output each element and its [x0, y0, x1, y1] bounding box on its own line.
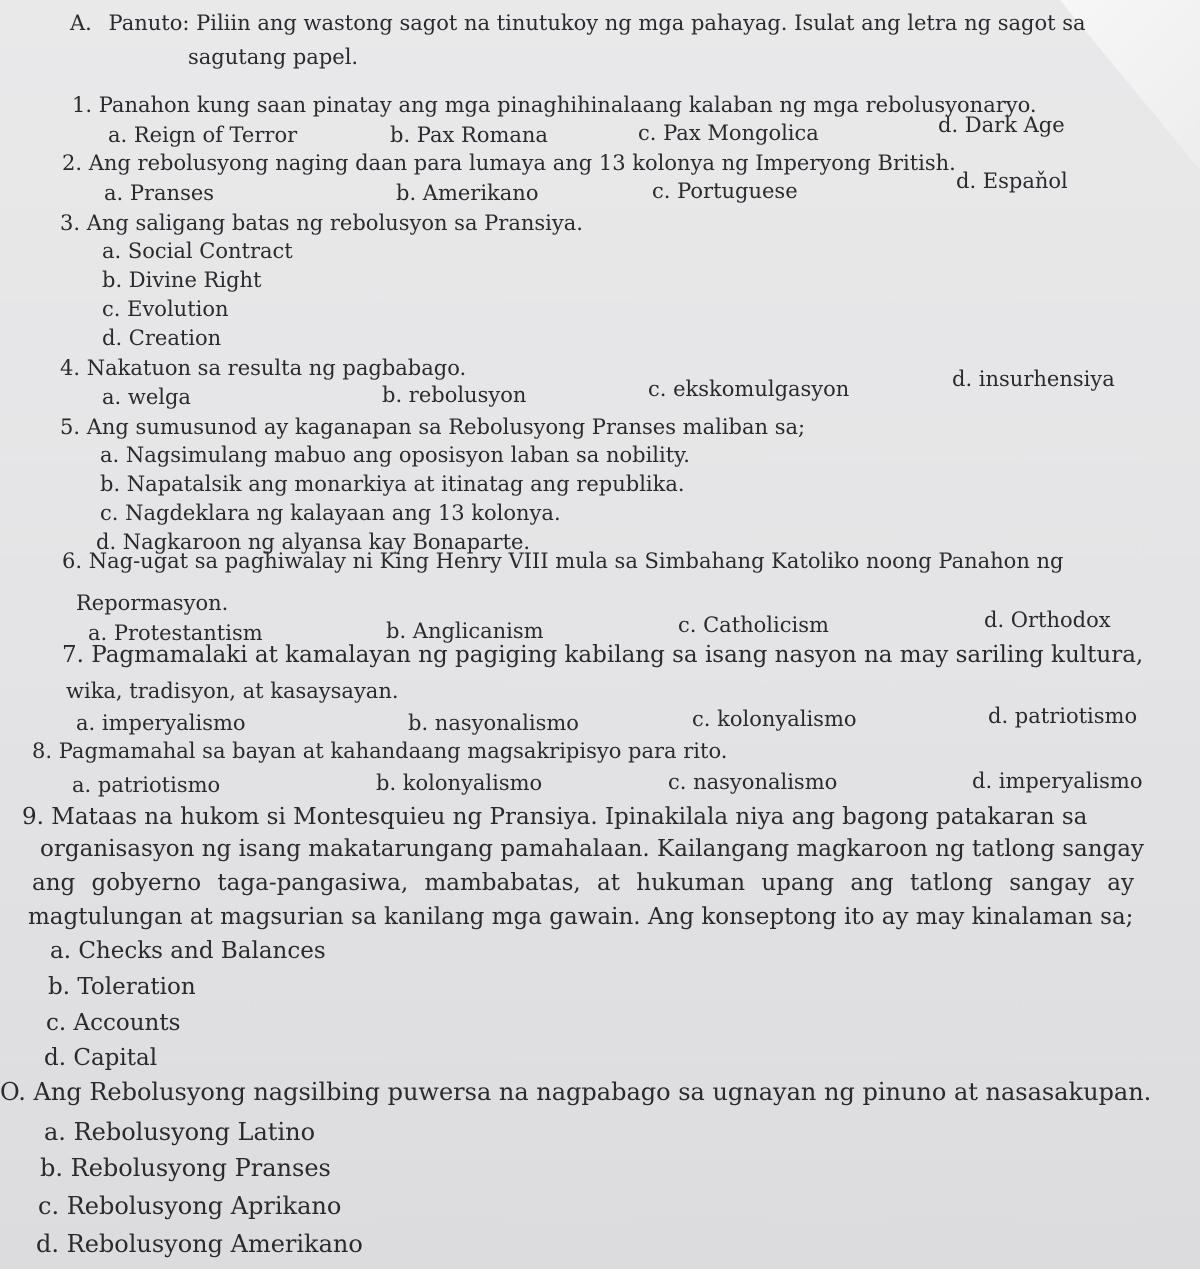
choice-5c[interactable]: c. Nagdeklara ng kalayaan ang 13 kolonya.: [100, 501, 561, 525]
question-9-line-3: ang gobyerno taga-pangasiwa, mambabatas, at hukuman upang ang tatlong sangay ay: [32, 870, 1134, 896]
choice-6c[interactable]: c. Catholicism: [678, 613, 829, 637]
choice-2b[interactable]: b. Amerikano: [396, 181, 539, 205]
choice-1d[interactable]: d. Dark Age: [938, 113, 1065, 137]
choice-7b[interactable]: b. nasyonalismo: [408, 711, 579, 735]
choice-9c[interactable]: c. Accounts: [46, 1010, 181, 1036]
choice-8c[interactable]: c. nasyonalismo: [668, 770, 838, 794]
choice-2a[interactable]: a. Pranses: [104, 181, 215, 205]
instructions-line-1: [70, 10, 1086, 36]
choice-3d[interactable]: d. Creation: [102, 326, 222, 350]
question-9-line-4: magtulungan at magsurian sa kanilang mga gawain. Ang konseptong ito ay may kinalaman sa;: [28, 904, 1134, 930]
choice-6b[interactable]: b. Anglicanism: [386, 619, 544, 643]
question-6-cont: Repormasyon.: [76, 591, 229, 615]
section-label: A.: [70, 11, 92, 35]
choice-8b[interactable]: b. kolonyalismo: [376, 771, 543, 795]
choice-9a[interactable]: a. Checks and Balances: [50, 938, 326, 964]
choice-8a[interactable]: a. patriotismo: [72, 773, 221, 797]
choice-1c[interactable]: c. Pax Mongolica: [638, 121, 819, 145]
choice-2c[interactable]: c. Portuguese: [652, 179, 798, 203]
instructions-text: Panuto: Piliin ang wastong sagot na tinutukoy ng mga pahayag. Isulat ang letra ng sagot sa: [108, 11, 1086, 35]
choice-6d[interactable]: d. Orthodox: [984, 608, 1111, 632]
choice-3a[interactable]: a. Social Contract: [102, 239, 293, 263]
choice-8d[interactable]: d. imperyalismo: [972, 769, 1143, 793]
question-4: 4. Nakatuon sa resulta ng pagbabago.: [60, 356, 467, 380]
question-1: 1. Panahon kung saan pinatay ang mga pinaghihinalaang kalaban ng mga rebolusyonaryo.: [72, 93, 1037, 117]
choice-7a[interactable]: a. imperyalismo: [76, 711, 246, 735]
choice-5a[interactable]: a. Nagsimulang mabuo ang oposisyon laban sa nobility.: [100, 443, 690, 467]
choice-2d[interactable]: d. Espaňol: [956, 169, 1068, 193]
choice-10d[interactable]: d. Rebolusyong Amerikano: [36, 1230, 363, 1258]
choice-10c[interactable]: c. Rebolusyong Aprikano: [38, 1192, 342, 1220]
question-9-line-2: organisasyon ng isang makatarungang pamahalaan. Kailangang magkaroon ng tatlong sangay: [40, 836, 1144, 862]
choice-3b[interactable]: b. Divine Right: [102, 268, 262, 292]
question-6: 6. Nag-ugat sa paghiwalay ni King Henry VIII mula sa Simbahang Katoliko noong Panahon ng: [62, 549, 1064, 573]
choice-7d[interactable]: d. patriotismo: [988, 704, 1138, 728]
choice-5d[interactable]: d. Nagkaroon ng alyansa kay Bonaparte.: [96, 530, 531, 554]
question-7-cont: wika, tradisyon, at kasaysayan.: [66, 679, 399, 703]
choice-1b[interactable]: b. Pax Romana: [390, 123, 548, 147]
choice-4b[interactable]: b. rebolusyon: [382, 383, 527, 407]
question-10: O. Ang Rebolusyong nagsilbing puwersa na nagpabago sa ugnayan ng pinuno at nasasakupan.: [0, 1078, 1152, 1106]
question-3: 3. Ang saligang batas ng rebolusyon sa Pransiya.: [60, 211, 583, 235]
question-8: 8. Pagmamahal sa bayan at kahandaang magsakripisyo para rito.: [32, 739, 728, 763]
choice-4a[interactable]: a. welga: [102, 385, 191, 409]
question-5: 5. Ang sumusunod ay kaganapan sa Rebolusyong Pranses maliban sa;: [60, 415, 806, 439]
choice-4d[interactable]: d. insurhensiya: [952, 367, 1115, 391]
choice-5b[interactable]: b. Napatalsik ang monarkiya at itinatag ang republika.: [100, 472, 685, 496]
choice-10b[interactable]: b. Rebolusyong Pranses: [40, 1154, 331, 1182]
choice-7c[interactable]: c. kolonyalismo: [692, 707, 857, 731]
choice-4c[interactable]: c. ekskomulgasyon: [648, 377, 850, 401]
choice-1a[interactable]: a. Reign of Terror: [108, 123, 298, 147]
choice-3c[interactable]: c. Evolution: [102, 297, 229, 321]
question-2: 2. Ang rebolusyong naging daan para lumaya ang 13 kolonya ng Imperyong British.: [62, 151, 956, 175]
question-7: 7. Pagmamalaki at kamalayan ng pagiging kabilang sa isang nasyon na may sariling kultura,: [62, 642, 1144, 668]
choice-10a[interactable]: a. Rebolusyong Latino: [44, 1118, 316, 1146]
question-9: 9. Mataas na hukom si Montesquieu ng Pransiya. Ipinakilala niya ang bagong patakaran sa: [22, 804, 1088, 830]
instructions-line-2: sagutang papel.: [188, 45, 359, 69]
choice-6a[interactable]: a. Protestantism: [88, 621, 263, 645]
choice-9b[interactable]: b. Toleration: [48, 974, 196, 1000]
choice-9d[interactable]: d. Capital: [44, 1045, 158, 1071]
